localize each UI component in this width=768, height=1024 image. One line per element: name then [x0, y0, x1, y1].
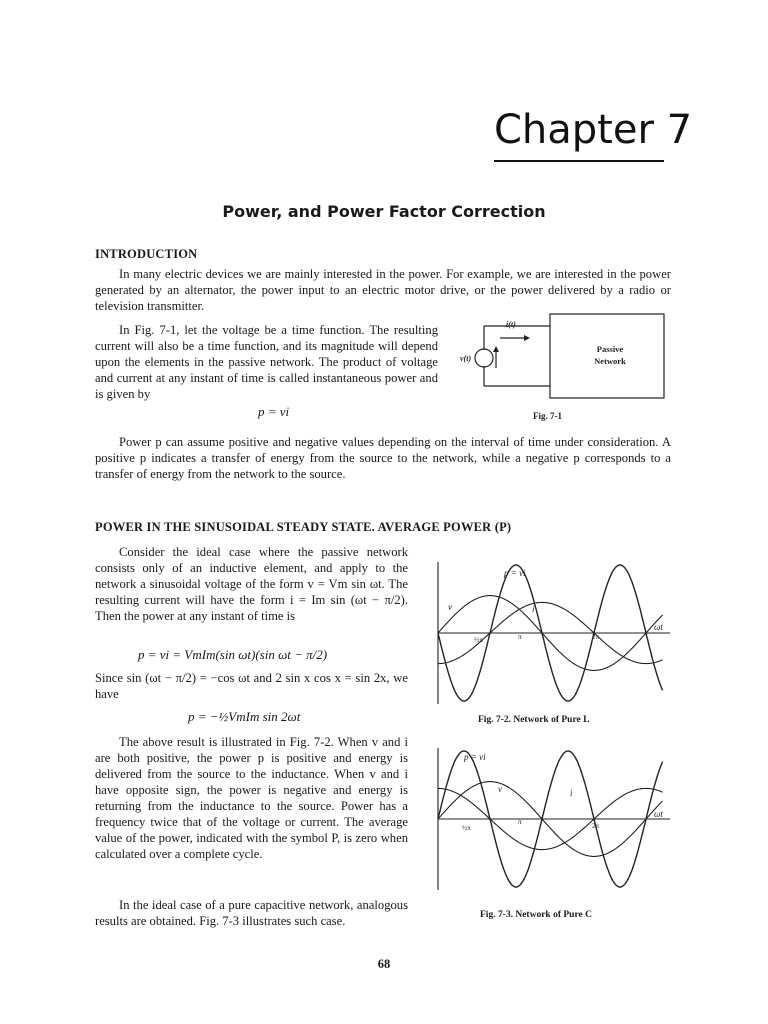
- fig2-p-label: p = vi: [504, 568, 526, 578]
- fig2-v-label: v: [448, 602, 452, 612]
- fig3-v-label: v: [498, 784, 502, 794]
- fig3-i-label: i: [570, 788, 573, 798]
- fig3-tick-half-pi: ½π: [462, 824, 471, 832]
- section2-heading: POWER IN THE SINUSOIDAL STEADY STATE. AVERAGE POWER (P): [95, 520, 512, 534]
- fig1-box-line2: Network: [594, 356, 626, 366]
- fig-7-1-caption: Fig. 7-1: [533, 411, 562, 421]
- section2-paragraph-2: Since sin (ωt − π/2) = −cos ωt and 2 sin x cos x = sin 2x, we have: [95, 671, 408, 701]
- fig3-tick-2pi: 2π: [592, 822, 600, 830]
- fig-7-3-chart: [436, 744, 672, 894]
- intro-heading: INTRODUCTION: [95, 247, 198, 261]
- voltage-source-icon: [475, 349, 493, 367]
- fig2-wt-label: ωt: [654, 622, 663, 632]
- fig2-tick-pi: π: [518, 633, 522, 641]
- fig3-wt-label: ωt: [654, 809, 663, 819]
- fig2-i-label: i: [532, 604, 535, 614]
- intro-paragraph-1: In many electric devices we are mainly interested in the power. For example, we are interested in the power generated by an alternator, the power input to an electric motor drive, or the power delivered by a radio or television transmitter.: [95, 267, 671, 313]
- fig-7-1-circuit: [440, 310, 672, 410]
- section2-paragraph-1: Consider the ideal case where the passive network consists only of an inductive element, and apply to the network a sinusoidal voltage of the form v = Vm sin ωt. The resulting current will have the form i = Im sin (ωt − π/2). Then the power at any instant of time is: [95, 545, 408, 623]
- fig1-box-line1: Passive: [596, 344, 624, 354]
- fig2-tick-2pi: 2π: [592, 633, 600, 641]
- section2-equation-2: p = −½VmIm sin 2ωt: [188, 709, 301, 724]
- section2-paragraph-3: The above result is illustrated in Fig. 7-2. When v and i are both positive, the power p is positive and energy is delivered from the source to the inductance. When v and i have opposite sign, the power is negative and energy is returning from the inductance to the source. Power has a frequency twice that of the voltage or current. The average value of the power, indicated with the symbol P, is zero when calculated over a complete cycle.: [95, 735, 408, 861]
- current-arrow-icon: [524, 335, 530, 341]
- fig-7-2-caption: Fig. 7-2. Network of Pure L: [478, 715, 590, 725]
- fig-7-2-chart: [436, 558, 672, 708]
- fig3-p-label: p = vi: [464, 752, 486, 762]
- fig3-tick-pi: π: [518, 818, 522, 826]
- fig-7-3-caption: Fig. 7-3. Network of Pure C: [480, 910, 592, 920]
- section2-equation-1: p = vi = VmIm(sin ωt)(sin ωt − π/2): [138, 647, 328, 662]
- fig2-tick-half-pi: ½π: [474, 636, 483, 644]
- intro-paragraph-2: In Fig. 7-1, let the voltage be a time function. The resulting current will also be a time function, and its magnitude will depend upon the elements in the passive network. The product of voltage and current at any instant of time is called instantaneous power and is given by: [95, 323, 438, 401]
- section2-paragraph-4: In the ideal case of a pure capacitive network, analogous results are obtained. Fig. 7-3 illustrates such case.: [95, 898, 408, 928]
- page-title: Power, and Power Factor Correction: [222, 202, 546, 221]
- chapter-rule: [494, 160, 664, 162]
- fig1-voltage-label: v(t): [460, 354, 472, 363]
- page-number: 68: [377, 957, 391, 971]
- voltage-arrow-icon: [493, 346, 499, 352]
- chapter-title: Chapter 7: [494, 107, 693, 153]
- fig1-current-label: i(t): [506, 320, 516, 329]
- intro-paragraph-3: Power p can assume positive and negative values depending on the interval of time under consideration. A positive p indicates a transfer of energy from the source to the network, while a negative p corresponds to a transfer of energy from the network to the source.: [95, 435, 671, 481]
- intro-equation: p = vi: [258, 404, 290, 419]
